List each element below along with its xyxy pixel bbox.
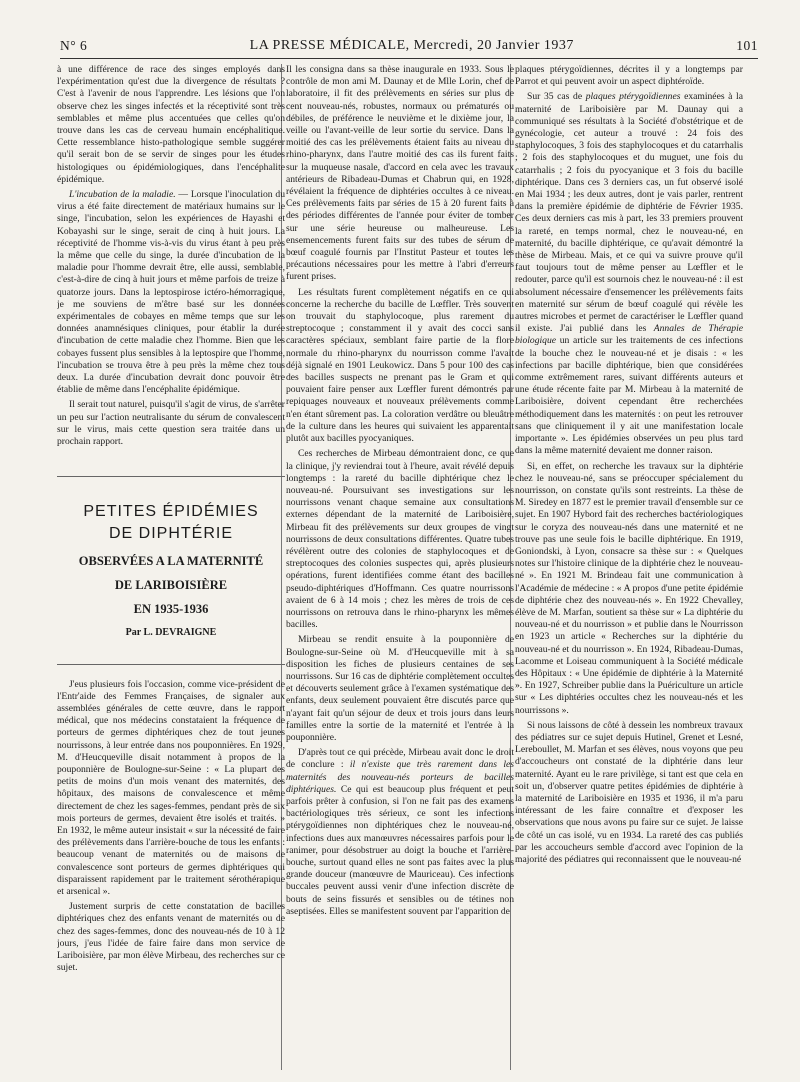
paragraph-text: un article sur les traitements de ces infections de la bouche chez le nouveau-né et je disais : « les infections par bacille diphtérique, bien que considérées comme extrêmement rares, suivant différents auteurs et une étude récente faite par M. Mirbeau à la maternité de Lariboisière, doivent cependant être recherchées méthodiquement dans les maternités : on peut les retrouver sans que cliniquement il y ait une manifestation locale importante ». Les épidémies observées un peu plus tard dans la même maternité devaient me donner raison.: [515, 335, 743, 457]
divider: [57, 664, 285, 665]
issue-date: Mercredi, 20 Janvier 1937: [413, 38, 574, 53]
paragraph: Si nous laissons de côté à dessein les nombreux travaux des pédiatres sur ce sujet depuis Hutinel, Grenet et Lesné, Lereboullet, M. Marfan et ses élèves, nous voyons que peu d'accoucheurs ont constaté de la diphtérie dans leur maternité. Ayant eu le rare privilège, si tant est que cela en soit un, d'observer quatre petites épidémies de diphtérie à la maternité de Lariboisière en 1935 et 1936, il m'a paru intéressant de les faire connaître et d'exposer les observations que nous avons pu faire sur ce sujet. Je laisse de côté un cas isolé, vu en 1934. La rareté des cas publiés par les accoucheurs semble d'accord avec l'opinion de la majorité des pédiatres qui reconnaissent que le nouveau-né: [515, 719, 743, 865]
column-2: [286, 64, 514, 1074]
paragraph: Justement surpris de cette constatation de bacilles diphtériques chez des enfants venant de maternités ou de chez des sages-femmes, donc des nouveau-nés de 10 à 12 jours, j'eus l'idée de faire faire dans mon service de Lariboisière, par mon élève Mirbeau, des recherches sur ce sujet.: [57, 901, 285, 974]
article-subtitle-line-3: EN 1935-1936: [133, 602, 209, 617]
emphasis: Annales de Thérapie biologique: [515, 323, 743, 347]
article-subtitle-line-1: OBSERVÉES A LA MATERNITÉ: [78, 554, 264, 569]
column-1: [57, 64, 285, 1074]
column-3: [515, 64, 743, 1074]
paragraph-incubation: [57, 189, 285, 396]
paragraph: Il les consigna dans sa thèse inaugurale en 1933. Sous le contrôle de mon ami M. Daunay et de Mlle Lorin, chef de laboratoire, il fit des prélèvements en séries sur plus de cent nouveau-nés, robustes, normaux ou prématurés ou débiles, de préférence le neuvième et le dixième jour, la veille ou l'avant-veille de leur sortie du service. Dans la moitié des cas les prélèvements étaient faits au niveau du rhino-pharynx, dans l'autre moitié des cas ils furent faits sur la muqueuse nasale, d'accord en cela avec les travaux antérieurs de Ribadeau-Dumas et Chabrun qui, en 1928, révélaient la fréquence de diphtéries occultes à ce niveau. Ces prélèvements faits par séries de 15 à 20 furent faits à des périodes différentes de l'année pour éviter de tomber sur une série heureuse ou malheureuse. Les ensemencements furent faits sur des tubes de sérum de bœuf coagulé fournis par l'Institut Pasteur et toutes les précautions nécessaires pour les mettre à l'abri d'erreurs furent prises.: [286, 64, 514, 283]
article-title-line-2: DE DIPHTÉRIE: [108, 525, 233, 543]
emphasis: plaques ptérygoïdiennes: [585, 91, 681, 103]
section-lead: L'incubation de la maladie.: [69, 189, 176, 201]
paragraph: Ces recherches de Mirbeau démontraient donc, ce que la clinique, j'y reviendrai tout à l'heure, avait révélé depuis longtemps : la rareté du bacille diphtérique chez le nouveau-né. Poursuivant ses investigations sur les nourrissons venant chaque semaine aux consultations externes dépendant de la maternité de Lariboisière, Mirbeau fit des prélèvements sur deux groupes de vingt nourrissons de deux consultations différentes. Quatre tubes révélèrent outre des colonies de staphylocoques et de streptocoques des colonies suspectes qui, après plusieurs opérations, furent identifiées comme étant des bacilles pseudo-diphtériques d'Hoffmann. Ces quatre nourrissons avaient de 6 à 14 mois ; chez les mères de trois de ces nourrissons on retrouva dans le rhino-pharynx les mêmes bacilles.: [286, 448, 514, 631]
article-title-block: [57, 476, 285, 639]
issue-number: N° 6: [60, 38, 88, 53]
paragraph: Mirbeau se rendit ensuite à la pouponnière de Boulogne-sur-Seine où M. d'Heucqueville mit à sa disposition les fiches de plusieurs centaines de ses nourrissons. Sur 16 cas de diphtérie complètement occultes et découverts seulement grâce à l'examen systématique des enfants, deux seulement pouvaient être discutés parce que n'ayant fait qu'un séjour de deux et trois jours dans leurs familles entre la sortie de la maternité et l'entrée à la pouponnière.: [286, 634, 514, 743]
paragraph-plaques: [515, 91, 743, 457]
paragraph-text: — Lorsque l'inoculation du virus a été faite directement de matériaux humains sur le singe, l'incubation, selon les expériences de Hayashi et Kobayashi sur le singe, serait de cinq à huit jours. La réceptivité de l'homme vis-à-vis du virus étant à peu près la même que celle du singe, la durée d'incubation de la maladie pour l'homme devrait être, elle aussi, semblable, c'est-à-dire de cinq à huit jours et même parfois de treize à quatorze jours. Dans la leptospirose ictéro-hémorragique, je me souviens de m'être basé sur les données expérimentales de cobayes en même temps que sur les données anamnésiques cliniques, pour établir la durée d'incubation de cette maladie chez l'homme. Bien que les cobayes fussent plus sensibles à la leptospire que l'homme, l'incubation se trouva être à peu près la même chez tous deux. La durée d'incubation devrait donc pouvoir être établie de même dans l'encéphalite épidémique.: [57, 189, 285, 396]
article-author: Par L. DEVRAIGNE: [125, 627, 217, 639]
paragraph: J'eus plusieurs fois l'occasion, comme vice-président de l'Entr'aide des Femmes Françaises, de signaler aux assemblées générales de cette œuvre, dans le rapport médical, que nos médecins constataient la fréquence de porteurs de germes diphtériques chez de tout jeunes nourrissons, à leur entrée dans nos pouponnières. En 1929, M. d'Heucqueville disait notamment à propos de la pouponnière de Boulogne-sur-Seine : « La plupart des petits de moins d'un mois venant des maternités, des hôpitaux, des maisons de convalescence et même directement de chez les sages-femmes, pendant près de six mois porteurs de germes, devaient être isolés et traités. » En 1932, le même auteur insistait « sur la nécessité de faire des prélèvements dans l'arrière-bouche de tous les enfants : beaucoup venant de maternités ou de maisons de convalescence sont porteurs de germes diphtériques qui disparaissent rapidement par le traitement sérothérapique et arsenical ».: [57, 678, 285, 897]
article-subtitle-line-2: DE LARIBOISIÈRE: [114, 578, 228, 593]
emphasis: il n'existe que très rarement dans les maternités des nouveau-nés porteurs de bacilles diphtériques.: [286, 759, 514, 795]
paragraph-text: Sur 35 cas de: [527, 91, 586, 103]
paragraph-text: examinées à la maternité de Lariboisière par M. Daunay qui a communiqué ses résultats à la Société d'obstétrique et de gynécologie, cet auteur a trouvé : 24 fois des staphylocoques, 3 fois des staphylocoques et du catarrhalis ; 2 fois des staphylocoques et du muguet, une fois du catarrhalis ; 2 fois du pyocyanique et 3 fois du bacille diphtérique. Dans ces 3 derniers cas, un fut observé isolé en Mai 1934 ; les deux autres, dont je vais parler, rentrent dans la première épidémie de diphtérie de Février 1935. Ces deux derniers cas mis à part, les 33 premiers prouvent la rareté, en temps normal, chez le nouveau-né, en maternité, du bacille diphtérique, ce qu'avait démontré la thèse de Mirbeau. Mais, et ce qui va suivre prouve qu'il faut toujours tout de même penser au Lœffler et le redouter, parce qu'il est sournois chez le nouveau-né : il est absolument nécessaire d'ensemencer les prélèvements faits en maternité sur sérum de bœuf coagulé qui révèle les autres microbes et permet de caractériser le Lœffler quand il existe. J'ai publié dans les: [515, 91, 743, 335]
paragraph-text: D'après tout ce qui précède, Mirbeau avait donc le droit de conclure :: [286, 747, 514, 771]
paragraph: Il serait tout naturel, puisqu'il s'agit de virus, de s'arrêter un peu sur l'action neutralisante du sérum de convalescent sur le virus, mais cette question sera traitée dans un prochain rapport.: [57, 399, 285, 448]
paragraph-text: Ce qui est beaucoup plus fréquent et peut parfois prêter à confusion, si l'on ne fait pas des examens bactériologiques très sérieux, ce sont les infections ptérygoïdiennes non diphtériques chez le nouveau-né, infections dues aux manœuvres nécessaires parfois pour le ranimer, pour désobstruer au doigt la bouche et l'arrière-bouche, surtout quand elles ne sont pas faites avec la plus grande douceur (manœuvre de Mauriceau). Ces infections buccales peuvent aussi venir d'une infection discrète de bouts de seins fissurés et sensibles ou de tétines non aseptisées. Elles se manifestent souvent par l'apparition de: [286, 783, 514, 917]
paragraph: Si, en effet, on recherche les travaux sur la diphtérie chez le nouveau-né, sans se préoccuper spécialement du nourrisson, on constate qu'ils sont restreints. La thèse de M. Siredey en 1877 est le premier travail d'ensemble sur ce sujet. En 1907 Hybord fait des recherches bactériologiques sur le coryza des nouveau-nés dans une maternité et ne trouve pas une seule fois le bacille diphtérique. En 1919, Goniondski, à Lyon, consacre sa thèse sur : « Quelques notes sur l'histoire clinique de la diphtérie chez le nouveau-né ». En 1921 M. Brindeau fait une communication à l'Académie de médecine : « A propos d'une petite épidémie de diphtérie chez des nouveau-nés ». En 1922 Chevalley, élève de M. Marfan, soutient sa thèse sur « La diphtérie du nouveau-né et du nourrisson » et publie dans le Nourrisson en 1923 un article « Recherches sur la diphtérie du nouveau-né et du nourrisson ». En 1924, Ribadeau-Dumas, Lacomme et Loiseau communiquent à la Société médicale des Hôpitaux : « Une épidémie de diphtérie à la Maternité ». En 1927, Schreiber publie dans la Puériculture un article sur « Les diphtéries occultes chez les nouveau-nés et les nourrissons ».: [515, 460, 743, 716]
article-title-line-1: PETITES ÉPIDÉMIES: [83, 503, 259, 521]
page-header: [60, 34, 758, 59]
page-number: 101: [736, 38, 758, 53]
paragraph: plaques ptérygoïdiennes, décrites il y a longtemps par Parrot et qui peuvent avoir un aspect diphtéroïde.: [515, 64, 743, 88]
journal-name: LA PRESSE MÉDICALE,: [249, 38, 410, 53]
journal-title-line: [250, 38, 574, 54]
paragraph: à une différence de race des singes employés dans l'expérimentation qu'est due la divergence de résultats ? C'est à l'avenir de nous l'apprendre. Les lésions que l'on observe chez les singes infectés et la réceptivité sont très semblables et même plus accentuées que celles qu'on trouve dans les cas de cerveau humain encéphalitique. Cette ressemblance histo-pathologique semble suggérer qu'il serait bon de se servir de singes pour les études histologiques ou épidémiologiques, dans l'encéphalite épidémique.: [57, 64, 285, 185]
paragraph: Les résultats furent complètement négatifs en ce qui concerne la recherche du bacille de Lœffler. Très souvent on trouvait du staphylocoque, plus rarement du streptocoque ; constamment il y avait des cocci sans caractères spéciaux, semblant faire partie de la flore normale du rhino-pharynx du nourrisson comme l'avait déjà signalé en 1901 Leukowicz. Dans 5 pour 100 des cas des bacilles suspects ne prenant pas le Gram et qui pouvaient faire penser aux Lœffler furent démontrés par repiquages nouveaux et nouveaux prélèvements comme n'en étant sûrement pas. La coloration verdâtre ou bleuâtre de la culture dans les heures qui suivaient les apparentait plutôt aux bacilles pyocyaniques.: [286, 286, 514, 445]
paragraph-conclusion: [286, 747, 514, 918]
